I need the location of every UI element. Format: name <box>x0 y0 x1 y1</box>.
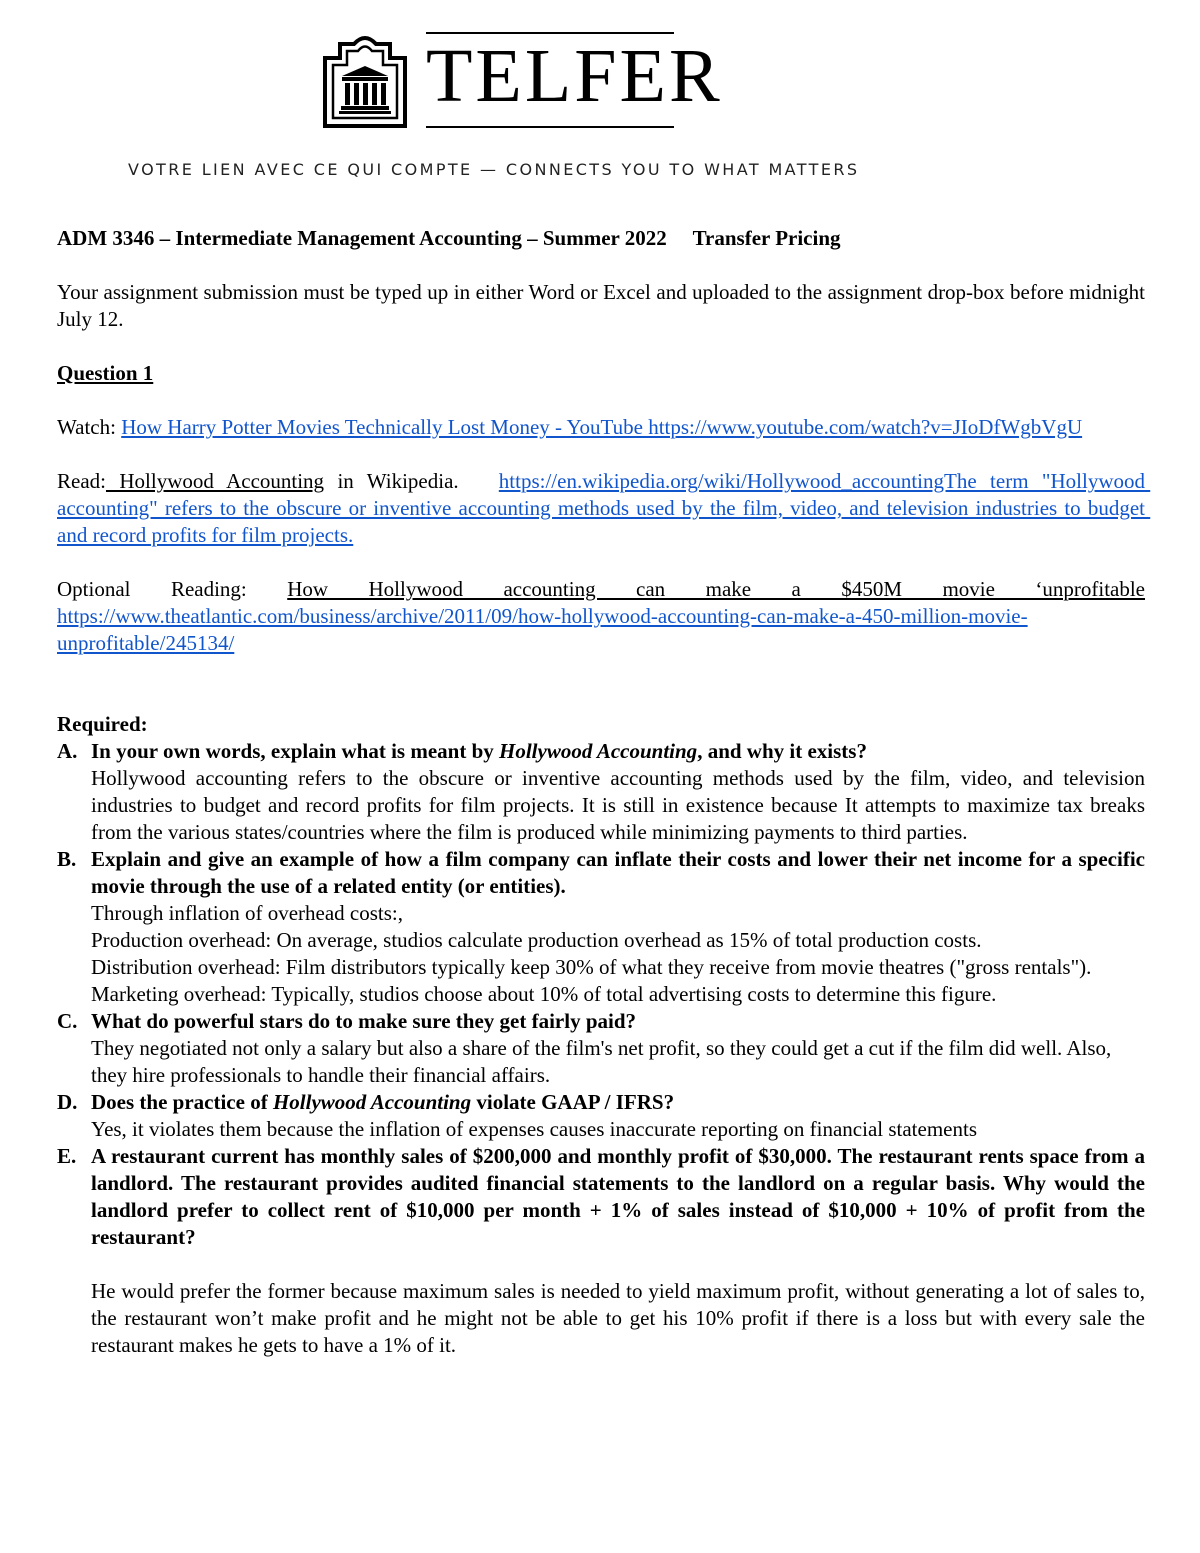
optional-link-paragraph <box>57 603 1087 657</box>
optional-reading-line <box>57 576 1145 603</box>
question-text: In your own words, explain what is meant by <box>91 739 500 763</box>
read-label: Read: <box>57 469 106 493</box>
building-emblem-icon <box>322 32 408 128</box>
item-answer-line: Marketing overhead: Typically, studios choose about 10% of total advertising costs to determine this figure. <box>91 982 997 1006</box>
wikipedia-link[interactable]: https://en.wikipedia.org/wiki/Hollywood_accountingThe term "Hollywood accounting" refers to the obscure or inventive accounting methods used by the film, video, and television industries to budget and record profits for film projects. <box>57 469 1151 547</box>
logo-tagline: VOTRE LIEN AVEC CE QUI COMPTE — CONNECTS YOU TO WHAT MATTERS <box>128 160 860 179</box>
list-item <box>57 1089 1145 1143</box>
item-question: A restaurant current has monthly sales of $200,000 and monthly profit of $30,000. The restaurant rents space from a landlord. The restaurant provides audited financial statements to the landlord on a regular basis. Why would the landlord prefer to collect rent of $10,000 per month + 1% of sales instead of $10,000 + 10% of profit from the restaurant? <box>91 1144 1145 1249</box>
optional-title: How Hollywood accounting can make a $450M movie ‘unprofitable <box>287 577 1146 601</box>
item-answer: He would prefer the former because maximum sales is needed to yield maximum profit, without generating a lot of sales to, the restaurant won’t make profit and he might not be able to get his 10% profit if there is a loss but with every sale the restaurant makes he gets to have a 1% of it. <box>91 1279 1145 1357</box>
item-letter: B. <box>57 847 77 871</box>
list-item <box>57 1008 1145 1089</box>
item-question: What do powerful stars do to make sure they get fairly paid? <box>91 1009 637 1033</box>
question-heading: Question 1 <box>57 361 154 385</box>
item-question <box>91 1089 1145 1116</box>
watch-label: Watch: <box>57 415 122 439</box>
item-answer-line: Distribution overhead: Film distributors typically keep 30% of what they receive from movie theatres ("gross rentals"). <box>91 955 1092 979</box>
question-emphasis: Hollywood Accounting <box>499 739 698 763</box>
read-title: Hollywood Accounting <box>105 469 325 493</box>
item-letter: D. <box>57 1090 78 1114</box>
item-answer: Hollywood accounting refers to the obscure or inventive accounting methods used by the film, video, and television industries to budget and record profits for film projects. It is still in existence because It attempts to maximize tax breaks from the various states/countries where the film is produced while minimizing payments to third parties. <box>91 766 1145 844</box>
watch-paragraph <box>57 414 1145 441</box>
required-list <box>57 738 1145 1359</box>
item-answer: Yes, it violates them because the inflation of expenses causes inaccurate reporting on financial statements <box>91 1117 977 1141</box>
read-source: in Wikipedia. <box>324 469 499 493</box>
required-heading: Required: <box>57 712 148 736</box>
item-question: Explain and give an example of how a film company can inflate their costs and lower their net income for a specific movie through the use of a related entity (or entities). <box>91 847 1145 898</box>
item-answer: They negotiated not only a salary but also a share of the film's net profit, so they could get a cut if the film did well. Also, they hire professionals to handle their financial affairs. <box>91 1036 1112 1087</box>
list-item <box>57 1143 1145 1359</box>
youtube-link[interactable]: How Harry Potter Movies Technically Lost Money - YouTube https://www.youtube.com/watch?v=JIoDfWgbVgU <box>121 415 1083 439</box>
question-text: Does the practice of <box>91 1090 273 1114</box>
item-letter: C. <box>57 1009 78 1033</box>
list-item <box>57 846 1145 1008</box>
item-letter: E. <box>57 1144 77 1168</box>
telfer-logo <box>322 32 723 128</box>
logo-bottom-rule <box>426 126 674 128</box>
question-emphasis: Hollywood Accounting <box>272 1090 472 1114</box>
optional-label: Optional Reading: <box>57 577 288 601</box>
item-letter: A. <box>57 739 78 763</box>
list-item <box>57 738 1145 846</box>
document-body <box>57 225 1151 1359</box>
atlantic-link[interactable]: https://www.theatlantic.com/business/archive/2011/09/how-hollywood-accounting-can-make-a-450-million-movie-unprofitable/245134/ <box>57 604 1028 655</box>
read-paragraph <box>57 468 1151 549</box>
document-title <box>57 225 1145 252</box>
item-question <box>91 738 1145 765</box>
question-text-end: violate GAAP / IFRS? <box>471 1090 675 1114</box>
logo-wordmark: TELFER <box>426 34 723 118</box>
item-answer-line: Production overhead: On average, studios calculate production overhead as 15% of total production costs. <box>91 928 982 952</box>
document-title-text: ADM 3346 – Intermediate Management Accounting – Summer 2022 Transfer Pricing <box>57 226 841 250</box>
intro-paragraph: Your assignment submission must be typed up in either Word or Excel and uploaded to the assignment drop-box before midnight July 12. <box>57 280 1145 331</box>
item-answer-line: Through inflation of overhead costs:, <box>91 901 404 925</box>
question-text-end: , and why it exists? <box>697 739 867 763</box>
